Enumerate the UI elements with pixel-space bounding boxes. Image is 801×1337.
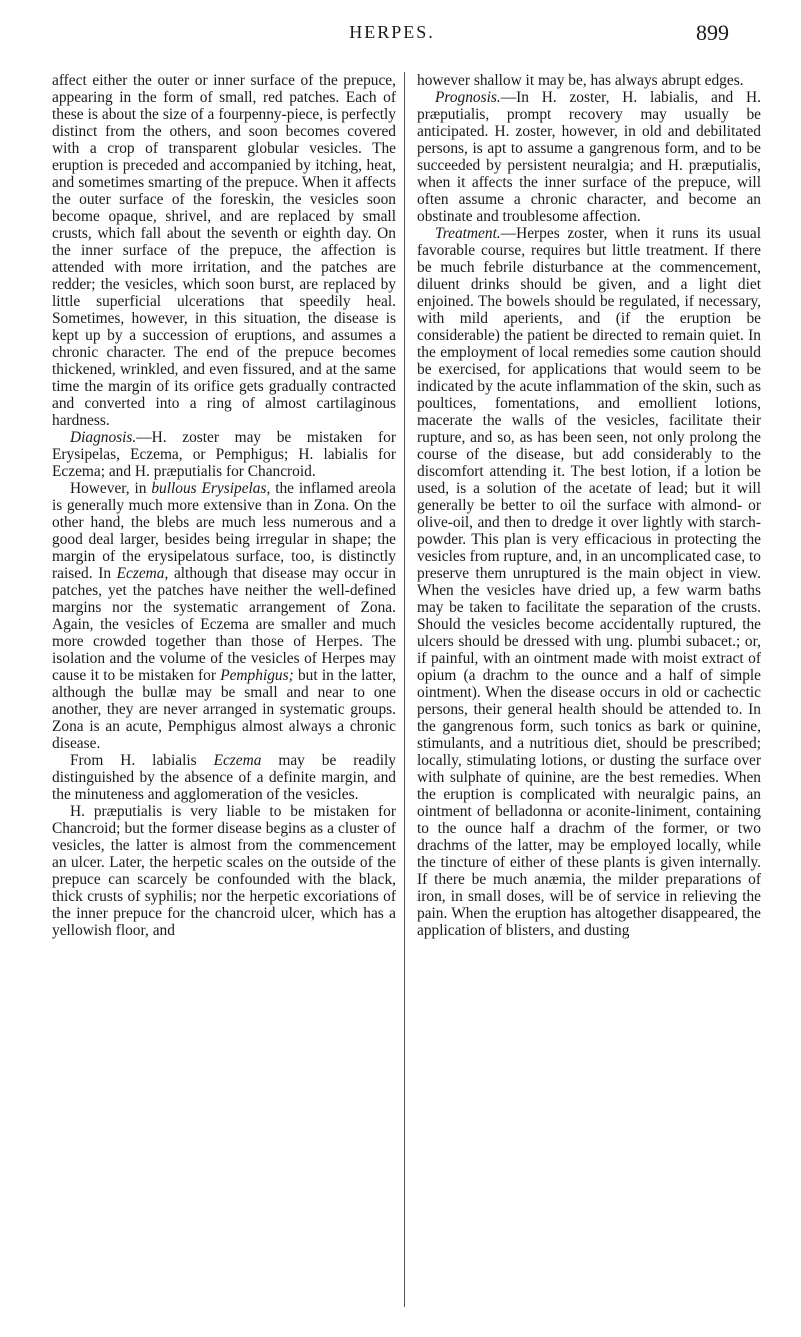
- diagnosis-text: —H. zoster may be mistaken for Erysipelas, Eczema, or Pemphigus; H. labialis for Eczema; and H. præputialis for Chancroid.: [52, 429, 396, 480]
- emphasis: bullous Erysipelas,: [151, 480, 271, 497]
- treatment-label: Treatment.: [435, 225, 501, 242]
- paragraph-prognosis: [417, 89, 761, 225]
- paragraph-differential: [52, 480, 396, 752]
- emphasis: Eczema: [213, 752, 262, 769]
- paragraph-continued: however shallow it may be, has always abrupt edges.: [417, 72, 744, 89]
- prognosis-label: Prognosis.: [435, 89, 501, 106]
- paragraph-diagnosis: [52, 429, 396, 480]
- text-span: From H. labialis: [70, 752, 214, 769]
- prognosis-text: —In H. zoster, H. labialis, and H. præputialis, prompt recovery may usually be anticipated. H. zoster, however, in old and debilitated persons, is apt to assume a gangrenous form, and to be succeeded by persistent neuralgia; and H. præputialis, when it affects the inner surface of the prepuce, will often assume a chronic character, and become an obstinate and troublesome affection.: [417, 89, 761, 225]
- running-head: HERPES.: [349, 22, 435, 42]
- treatment-text: —Herpes zoster, when it runs its usual favorable course, requires but little treatment. If there be much febrile disturbance at the commencement, diluent drinks should be given, and a light diet enjoined. The bowels should be regulated, if necessary, with mild aperients, and (if the eruption be considerable) the patient be directed to remain quiet. In the employment of local remedies some caution should be exercised, for applications that would seem to be indicated by the acute inflammation of the skin, such as poultices, fomentations, and emollient lotions, macerate the walls of the vesicles, facilitate their rupture, and so, as has been seen, not only prolong the course of the disease, but add considerably to the discomfort attending it. The best lotion, if a lotion be used, is a solution of the acetate of lead; but it will generally be better to oil the surface with almond- or olive-oil, and then to dredge it over lightly with starch-powder. This plan is very efficacious in protecting the vesicles from rupture, and, in an uncomplicated case, to preserve them unruptured is the main object in view. When the vesicles have dried up, a few warm baths may be taken to facilitate the separation of the crusts. Should the vesicles become accidentally ruptured, the ulcers should be dressed with ung. plumbi subacet.; or, if painful, with an ointment made with moist extract of opium (a drachm to the ounce and a half of simple ointment). When the disease occurs in old or cachectic persons, their general health should be attended to. In the gangrenous form, such tonics as bark or quinine, stimulants, and a nutritious diet, should be prescribed; locally, stimulating lotions, or dusting the surface over with sulphate of quinine, are the best remedies. When the eruption is complicated with neuralgic pains, an ointment of belladonna or aconite-liniment, containing to the ounce half a drachm of the former, or two drachms of the latter, may be employed locally, while the tincture of either of these plants is given internally. If there be much anæmia, the milder preparations of iron, in small doses, will be of service in relieving the pain. When the eruption has altogether disappeared, the application of blisters, and dusting: [417, 225, 761, 939]
- paragraph-labialis: [52, 752, 396, 803]
- diagnosis-label: Diagnosis.: [70, 429, 137, 446]
- left-column: [52, 72, 396, 939]
- page-number: 899: [696, 20, 729, 45]
- right-column: [417, 72, 761, 939]
- emphasis: Eczema,: [116, 565, 169, 582]
- column-divider: [404, 72, 405, 1307]
- page-header: [55, 22, 729, 48]
- text-span: but in the latter, although the bullæ may be small and near to one another, they are never arranged in systematic groups. Zona is an acute, Pemphigus almost always a chronic disease.: [52, 667, 396, 752]
- text-span: However, in: [70, 480, 152, 497]
- text-span: may be readily distinguished by the absence of a definite margin, and the minuteness and agglomeration of the vesicles.: [52, 752, 396, 803]
- emphasis: Pemphigus;: [220, 667, 294, 684]
- text-span: the inflamed areola is generally much more extensive than in Zona. On the other hand, the blebs are much less numerous and a good deal larger, besides being irregular in shape; the margin of the erysipelatous surface, too, is distinctly raised. In: [52, 480, 397, 582]
- paragraph-continued: affect either the outer or inner surface of the prepuce, appearing in the form of small, red patches. Each of these is about the size of a fourpenny-piece, is perfectly distinct from the others, and soon becomes covered with a crop of transparent globular vesicles. The eruption is preceded and accompanied by itching, heat, and sometimes smarting of the prepuce. When it affects the outer surface of the foreskin, the vesicles soon become opaque, shrivel, and are replaced by small crusts, which fall about the seventh or eighth day. On the inner surface of the prepuce, the affection is attended with more irritation, and the patches are redder; the vesicles, which soon burst, are replaced by little superficial ulcerations that speedily heal. Sometimes, however, in this situation, the disease is kept up by a succession of eruptions, and assumes a chronic character. The end of the prepuce becomes thickened, wrinkled, and even fissured, and at the same time the margin of its orifice gets gradually contracted and converted into a ring of almost cartilaginous hardness.: [52, 72, 396, 429]
- text-span: although that disease may occur in patches, yet the patches have neither the well-defined margins nor the systematic arrangement of Zona. Again, the vesicles of Eczema are smaller and much more crowded together than those of Herpes. The isolation and the volume of the vesicles of Herpes may cause it to be mistaken for: [52, 565, 396, 684]
- paragraph-praeputialis: H. præputialis is very liable to be mistaken for Chancroid; but the former disease begins as a cluster of vesicles, the latter is almost from the commencement an ulcer. Later, the herpetic scales on the outside of the prepuce can scarcely be confounded with the black, thick crusts of syphilis; nor the herpetic excoriations of the inner prepuce for the chancroid ulcer, which has a yellowish floor, and: [52, 803, 396, 939]
- paragraph-treatment: [417, 225, 761, 939]
